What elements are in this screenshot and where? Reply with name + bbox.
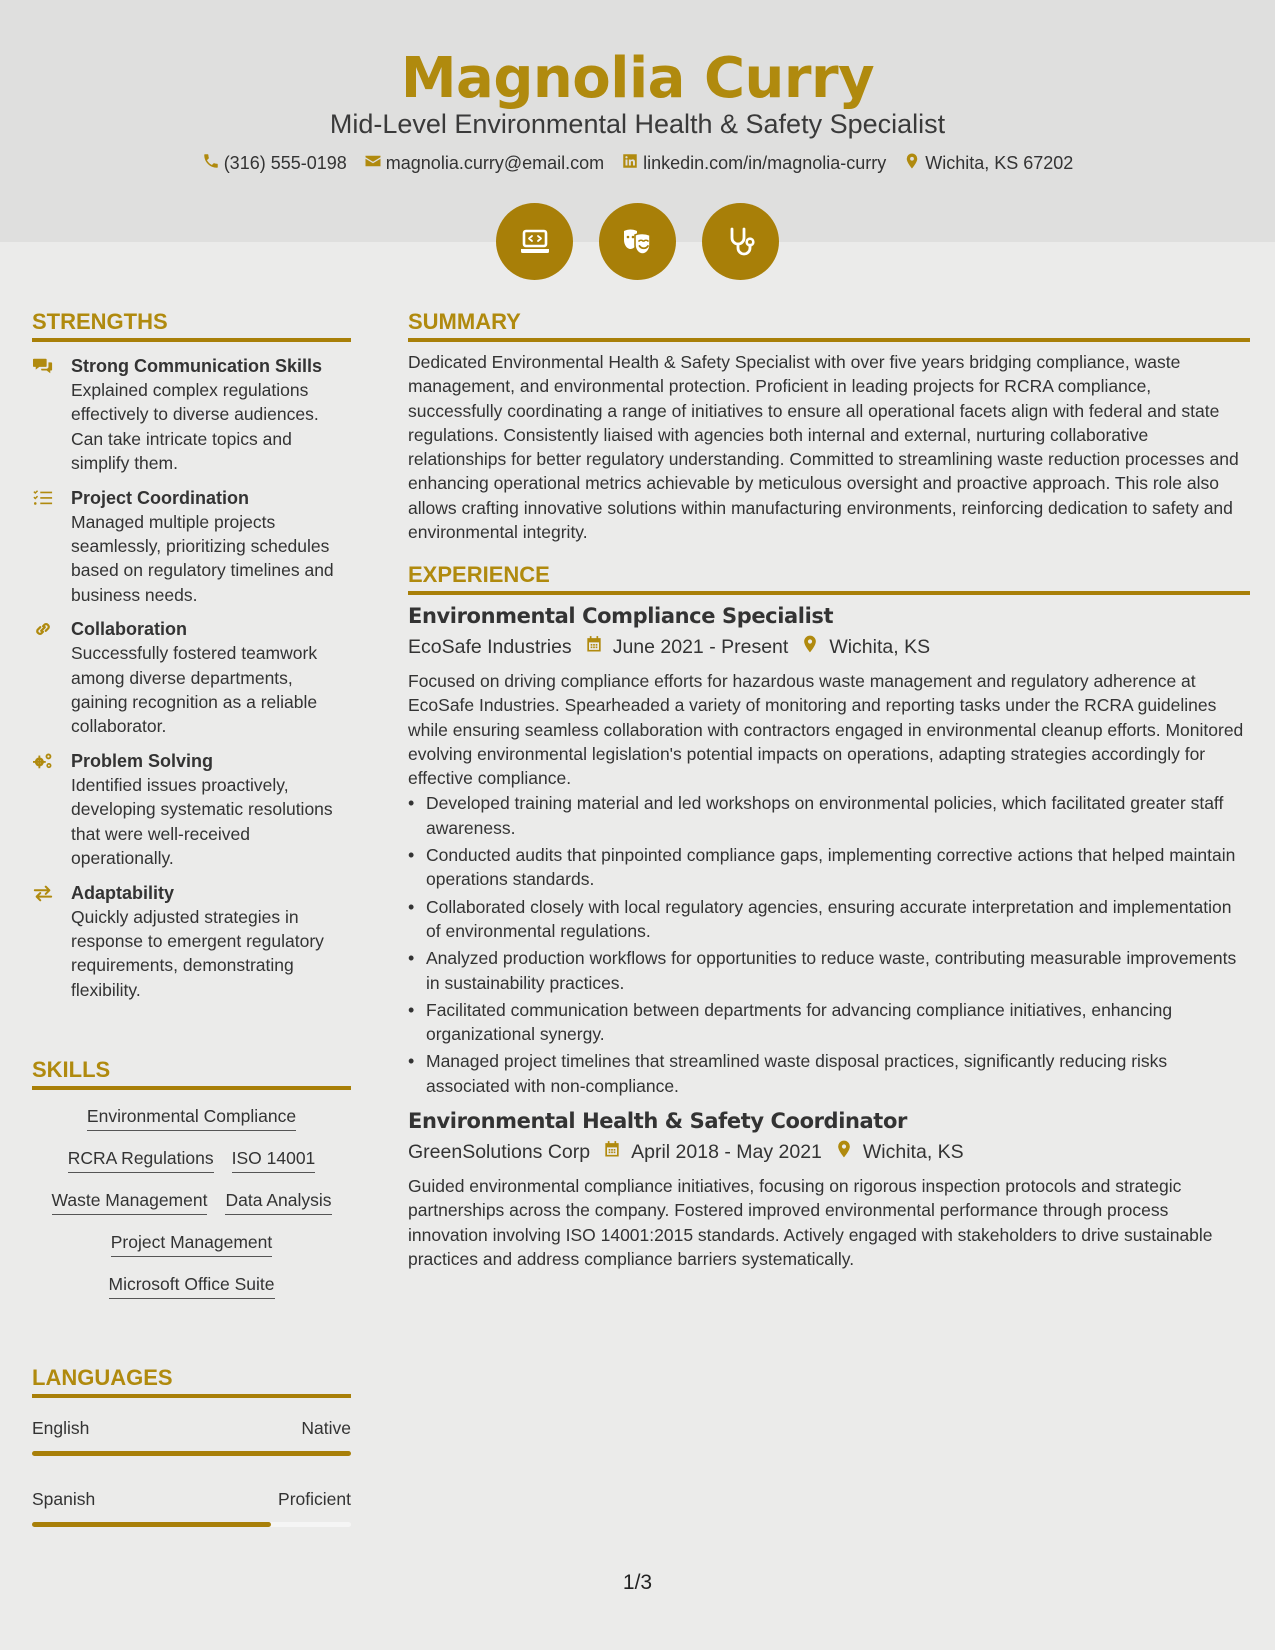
strength-desc: Explained complex regulations effectively to diverse audiences. Can take intricate topics and simplify them. [71,380,319,474]
job-company: EcoSafe Industries [408,635,572,658]
job-entry [408,604,1250,1098]
language-bar [32,1522,351,1527]
phone-icon [202,152,220,175]
theater-masks-icon [599,203,676,280]
exchange-icon [32,883,56,903]
stethoscope-icon [702,203,779,280]
strength-desc: Quickly adjusted strategies in response to emergent regulatory requirements, demonstrating flexibility. [71,906,324,1000]
skill-tag: ISO 14001 [232,1146,316,1173]
summary-text: Dedicated Environmental Health & Safety Specialist with over five years bridging compliance, waste management, and environmental protection. Proficient in leading projects for RCRA compliance, successfully coordinating a range of initiatives to ensure all operational facets align with federal and state regulations. Consistently liaised with agencies both internal and external, nurturing collaborative relationships for better regulatory understanding. Committed to streamlining waste reduction processes and enhancing operational metrics achievable by meticulous oversight and proactive approach. This role also allows crafting innovative solutions within manufacturing environments, reinforcing dedication to safety and environmental integrity. [408,352,1239,543]
skill-tag: Project Management [111,1230,272,1257]
contact-phone[interactable] [202,152,347,175]
job-title: Environmental Health & Safety Coordinator [408,1109,907,1134]
job-dates: June 2021 - Present [612,635,789,658]
job-bullet: • Conducted audits that pinpointed compliance gaps, implementing corrective actions that helped maintain operations standards. [408,843,1250,892]
experience-heading: EXPERIENCE [408,562,1250,595]
job-location: Wichita, KS [862,1140,964,1163]
language-item [32,1418,351,1456]
task-list-icon [32,488,56,508]
experience-section [408,562,1250,1271]
calendar-icon [584,634,604,660]
skill-tag: Waste Management [52,1188,208,1215]
skills-list [32,1104,351,1299]
job-location: Wichita, KS [829,635,931,658]
contact-linkedin-text: linkedin.com/in/magnolia-curry [643,153,887,173]
language-bar [32,1451,351,1456]
job-bullets [408,791,1250,1098]
job-bullet: • Developed training material and led workshops on environmental policies, which facilitated greater staff awareness. [408,791,1250,840]
strengths-heading: STRENGTHS [32,309,351,342]
strength-item [32,617,351,739]
job-company: GreenSolutions Corp [408,1140,591,1163]
strength-item [32,749,351,871]
linkedin-icon [621,152,639,175]
language-name: Spanish [32,1489,96,1509]
job-dates: April 2018 - May 2021 [631,1140,822,1163]
languages-heading: LANGUAGES [32,1365,351,1398]
strength-title: Adaptability [71,882,175,903]
summary-section [408,309,1250,544]
map-pin-icon [903,152,921,175]
map-pin-icon [834,1139,854,1165]
strength-title: Collaboration [71,619,187,640]
strength-item [32,354,351,476]
job-meta [408,634,1250,660]
language-level: Native [301,1418,351,1438]
calendar-icon [602,1139,622,1165]
strength-title: Problem Solving [71,750,214,771]
skill-tag: RCRA Regulations [68,1146,214,1173]
page-number: 1/3 [622,1571,653,1594]
language-name: English [32,1418,90,1438]
contact-location-text: Wichita, KS 67202 [925,153,1074,173]
strengths-section [32,309,351,1002]
contact-linkedin[interactable] [621,152,886,175]
job-description: Focused on driving compliance efforts for hazardous waste management and regulatory adherence at EcoSafe Industries. Spearheaded a variety of monitoring and reporting tasks under the RCRA guidelines while ensuring seamless collaboration with contractors engaged in environmental cleanup efforts. Monitored evolving environmental legislation's potential impacts on operations, adapting strategies accordingly for effective compliance. [408,671,1244,789]
strength-item [32,486,351,608]
job-meta [408,1139,1250,1165]
language-item [32,1489,351,1527]
summary-heading: SUMMARY [408,309,1250,342]
language-level: Proficient [278,1489,351,1509]
laptop-code-icon [496,203,573,280]
job-bullet: • Managed project timelines that streamlined waste disposal practices, significantly reducing risks associated with non-compliance. [408,1049,1250,1098]
job-description: Guided environmental compliance initiatives, focusing on rigorous inspection protocols and strategic partnerships across the company. Fostered improved environmental performance through process innovation involving ISO 14001:2015 standards. Actively engaged with stakeholders to drive sustainable practices and address compliance barriers systematically. [408,1176,1213,1269]
contact-bar [0,152,1275,175]
job-bullet: • Facilitated communication between departments for advancing compliance initiatives, enhancing organizational synergy. [408,998,1250,1047]
job-title: Environmental Compliance Specialist [408,604,834,628]
skills-section [32,1057,351,1299]
contact-email[interactable] [364,152,604,175]
candidate-role: Mid-Level Environmental Health & Safety Specialist [329,109,946,139]
envelope-icon [364,152,382,175]
skill-tag: Microsoft Office Suite [109,1272,275,1299]
candidate-name: Magnolia Curry [400,46,875,111]
language-bar-fill [32,1451,351,1456]
map-pin-icon [800,634,820,660]
contact-location [903,152,1073,175]
skills-heading: SKILLS [32,1057,351,1090]
language-bar-fill [32,1522,271,1527]
skill-tag: Data Analysis [225,1188,331,1215]
strength-item [32,881,351,1003]
strength-desc: Identified issues proactively, developing systematic resolutions that were well-received operationally. [71,774,333,869]
gears-icon [32,751,56,771]
strength-title: Project Coordination [71,487,250,508]
comments-icon [32,356,56,376]
strength-desc: Managed multiple projects seamlessly, prioritizing schedules based on regulatory timelines and business needs. [71,511,334,605]
contact-phone-text: (316) 555-0198 [223,153,347,173]
job-entry [408,1109,1250,1271]
languages-section [32,1365,351,1527]
link-icon [32,619,56,639]
job-bullet: • Analyzed production workflows for opportunities to reduce waste, contributing measurable improvements in sustainability practices. [408,946,1250,995]
skill-tag: Environmental Compliance [87,1104,296,1131]
contact-email-text: magnolia.curry@email.com [385,153,605,173]
interest-badges [0,203,1275,280]
strength-title: Strong Communication Skills [71,356,323,376]
strength-desc: Successfully fostered teamwork among diverse departments, gaining recognition as a reliable collaborator. [71,643,318,737]
job-bullet: • Collaborated closely with local regulatory agencies, ensuring accurate interpretation and implementation of environmental regulations. [408,895,1250,944]
